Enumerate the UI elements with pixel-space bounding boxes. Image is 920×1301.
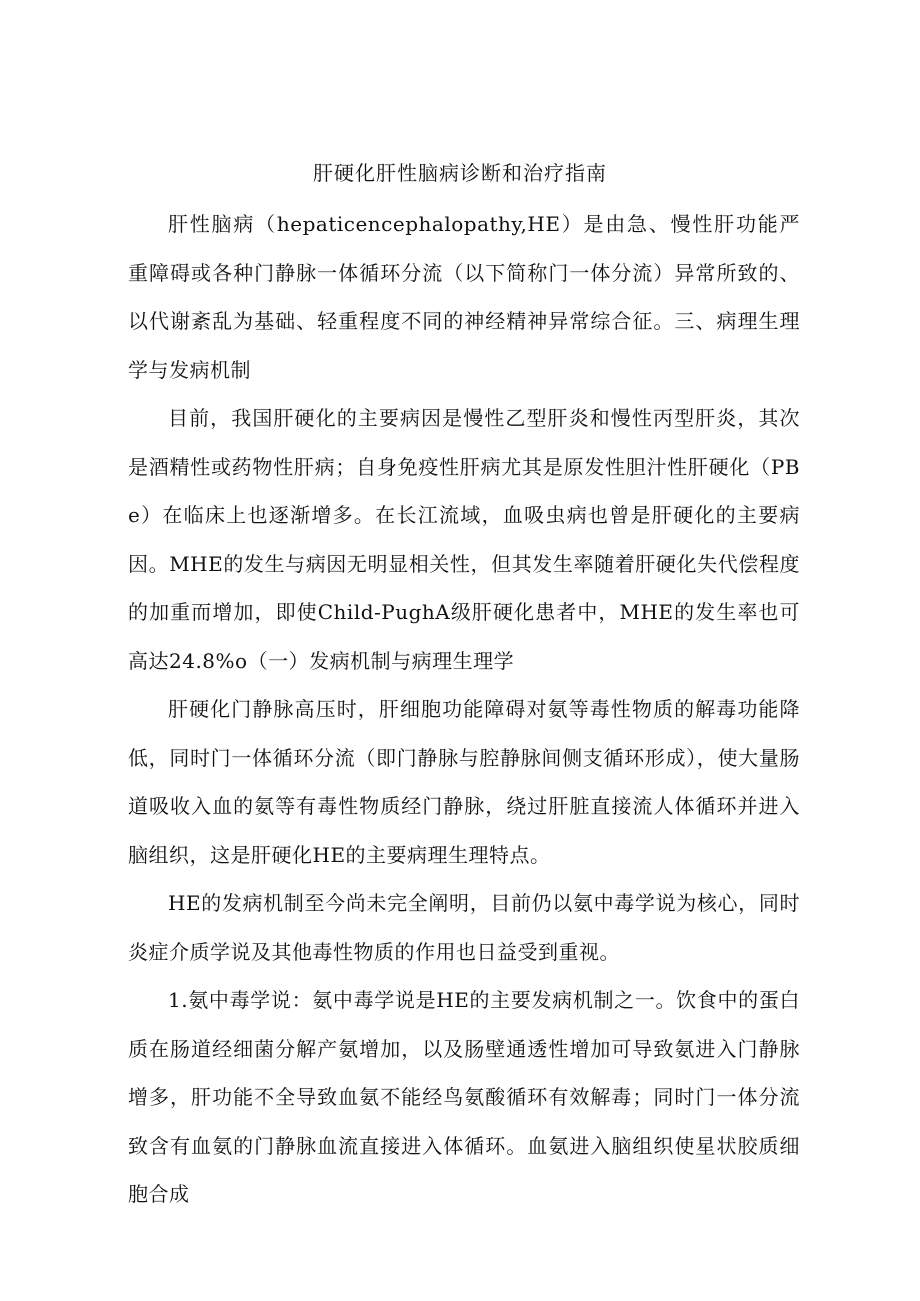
paragraph-pathophysiology: 肝硬化门静脉高压时，肝细胞功能障碍对氨等毒性物质的解毒功能降低，同时门一体循环分流（即门静脉与腔静脉间侧支循环形成），使大量肠道吸收入血的氨等有毒性物质经门静脉，绕过肝脏直接流人体循环并进入脑组织，这是肝硬化HE的主要病理生理特点。 <box>128 697 800 867</box>
paragraph-mechanism-overview: HE的发病机制至今尚未完全阐明，目前仍以氨中毒学说为核心，同时炎症介质学说及其他毒性物质的作用也日益受到重视。 <box>128 891 800 964</box>
paragraph-definition: 肝性脑病（hepaticencephalopathy,HE）是由急、慢性肝功能严重障碍或各种门静脉一体循环分流（以下简称门一体分流）异常所致的、以代谢紊乱为基础、轻重程度不同的神经精神异常综合征。三、病理生理学与发病机制 <box>128 212 800 382</box>
document-body <box>128 200 800 1219</box>
document-title: 肝硬化肝性脑病诊断和治疗指南 <box>313 161 607 185</box>
paragraph-etiology: 目前，我国肝硬化的主要病因是慢性乙型肝炎和慢性丙型肝炎，其次是酒精性或药物性肝病；自身免疫性肝病尤其是原发性胆汁性肝硬化（PBe）在临床上也逐渐增多。在长江流域，血吸虫病也曾是肝硬化的主要病因。MHE的发生与病因无明显相关性，但其发生率随着肝硬化失代偿程度的加重而增加，即使Child-PughA级肝硬化患者中，MHE的发生率也可高达24.8%o（一）发病机制与病理生理学 <box>128 406 800 673</box>
paragraph-ammonia-theory: 1.氨中毒学说：氨中毒学说是HE的主要发病机制之一。饮食中的蛋白质在肠道经细菌分解产氨增加，以及肠壁通透性增加可导致氨进入门静脉增多，肝功能不全导致血氨不能经鸟氨酸循环有效解毒；同时门一体分流致含有血氨的门静脉血流直接进入体循环。血氨进入脑组织使星状胶质细胞合成 <box>128 988 800 1206</box>
